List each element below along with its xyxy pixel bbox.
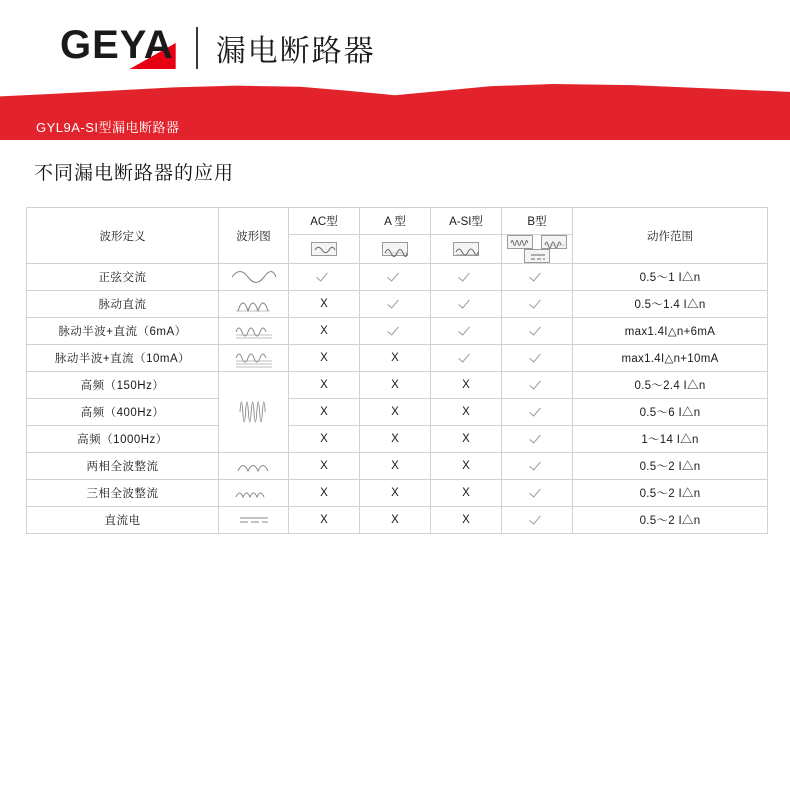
cell-range: 0.5～2 I△n <box>573 480 768 507</box>
header-type-b: B型 <box>502 208 573 235</box>
icon-cell-asi <box>431 235 502 264</box>
cell-ac: X <box>289 345 360 372</box>
cell-b <box>502 399 573 426</box>
cell-a: X <box>360 480 431 507</box>
brand-subtitle: 漏电断路器 <box>215 35 376 68</box>
page-header <box>0 0 790 140</box>
cell-a: X <box>360 399 431 426</box>
cell-range: max1.4I△n+6mA <box>573 318 768 345</box>
cell-asi: X <box>431 480 502 507</box>
row-definition: 三相全波整流 <box>27 480 219 507</box>
table-row <box>27 480 768 507</box>
cell-b <box>502 264 573 291</box>
icon-cell-a <box>360 235 431 264</box>
cell-b <box>502 318 573 345</box>
header-waveform-diagram: 波形图 <box>219 208 289 264</box>
waveform-half-wave-6ma-icon <box>219 318 289 345</box>
table-row <box>27 318 768 345</box>
header-type-ac: AC型 <box>289 208 360 235</box>
cell-ac: X <box>289 399 360 426</box>
banner-label: GYL9A-SI型漏电断路器 <box>36 120 180 135</box>
table-row <box>27 426 768 453</box>
row-definition: 脉动半波+直流（6mA） <box>27 318 219 345</box>
high-frequency-icon <box>507 235 533 249</box>
waveform-dc-icon <box>219 507 289 534</box>
cell-a: X <box>360 372 431 399</box>
cell-a: X <box>360 426 431 453</box>
table-header-row-labels <box>27 208 768 235</box>
cell-range: 0.5～2 I△n <box>573 507 768 534</box>
cell-a <box>360 318 431 345</box>
waveform-high-frequency-icon <box>219 372 289 453</box>
waveform-half-wave-10ma-icon <box>219 345 289 372</box>
table-row <box>27 399 768 426</box>
cell-a: X <box>360 345 431 372</box>
cell-asi <box>431 291 502 318</box>
cell-a: X <box>360 453 431 480</box>
header-type-a: A 型 <box>360 208 431 235</box>
application-table <box>26 207 768 534</box>
logo-text: GEYA <box>60 23 174 67</box>
icon-cell-ac <box>289 235 360 264</box>
cell-range: 0.5～2.4 I△n <box>573 372 768 399</box>
cell-range: 1～14 I△n <box>573 426 768 453</box>
cell-b <box>502 480 573 507</box>
dc-icon <box>524 249 550 263</box>
cell-b <box>502 426 573 453</box>
header-type-asi: A-SI型 <box>431 208 502 235</box>
cell-range: 0.5～1 I△n <box>573 264 768 291</box>
row-definition: 正弦交流 <box>27 264 219 291</box>
cell-ac: X <box>289 318 360 345</box>
row-definition: 高频（1000Hz） <box>27 426 219 453</box>
cell-a <box>360 264 431 291</box>
cell-b <box>502 291 573 318</box>
row-definition: 两相全波整流 <box>27 453 219 480</box>
cell-ac: X <box>289 480 360 507</box>
cell-asi <box>431 264 502 291</box>
cell-ac: X <box>289 372 360 399</box>
table-row <box>27 453 768 480</box>
table-row <box>27 345 768 372</box>
row-definition: 脉动半波+直流（10mA） <box>27 345 219 372</box>
cell-asi <box>431 318 502 345</box>
table-row <box>27 372 768 399</box>
row-definition: 直流电 <box>27 507 219 534</box>
cell-ac <box>289 264 360 291</box>
cell-ac: X <box>289 291 360 318</box>
waveform-pulsating-dc-icon <box>219 291 289 318</box>
cell-b <box>502 507 573 534</box>
header-action-range: 动作范围 <box>573 208 768 264</box>
icon-cell-b <box>502 235 573 264</box>
cell-asi: X <box>431 453 502 480</box>
header-waveform-definition: 波形定义 <box>27 208 219 264</box>
row-definition: 高频（400Hz） <box>27 399 219 426</box>
table-row <box>27 291 768 318</box>
page-title: 不同漏电断路器的应用 <box>34 163 235 184</box>
cell-b <box>502 345 573 372</box>
cell-ac: X <box>289 426 360 453</box>
brand-row <box>0 0 790 72</box>
cell-asi: X <box>431 372 502 399</box>
cell-ac: X <box>289 507 360 534</box>
ripple-icon <box>541 235 567 249</box>
waveform-two-phase-rectified-icon <box>219 453 289 480</box>
row-definition: 脉动直流 <box>27 291 219 318</box>
cell-ac: X <box>289 453 360 480</box>
cell-range: 0.5～1.4 I△n <box>573 291 768 318</box>
cell-a <box>360 291 431 318</box>
logo-divider <box>196 27 198 69</box>
sine-wave-icon <box>311 242 337 256</box>
pulsating-half-wave-icon <box>453 242 479 256</box>
pulsating-dc-icon <box>382 242 408 256</box>
cell-range: 0.5～2 I△n <box>573 453 768 480</box>
waveform-three-phase-rectified-icon <box>219 480 289 507</box>
row-definition: 高频（150Hz） <box>27 372 219 399</box>
waveform-sine-icon <box>219 264 289 291</box>
table-row <box>27 507 768 534</box>
cell-a: X <box>360 507 431 534</box>
cell-asi <box>431 345 502 372</box>
geya-logo <box>60 25 174 71</box>
cell-range: max1.4I△n+10mA <box>573 345 768 372</box>
cell-asi: X <box>431 426 502 453</box>
cell-asi: X <box>431 507 502 534</box>
cell-b <box>502 372 573 399</box>
table-row <box>27 264 768 291</box>
cell-range: 0.5～6 I△n <box>573 399 768 426</box>
cell-b <box>502 453 573 480</box>
red-banner <box>0 84 790 140</box>
cell-asi: X <box>431 399 502 426</box>
